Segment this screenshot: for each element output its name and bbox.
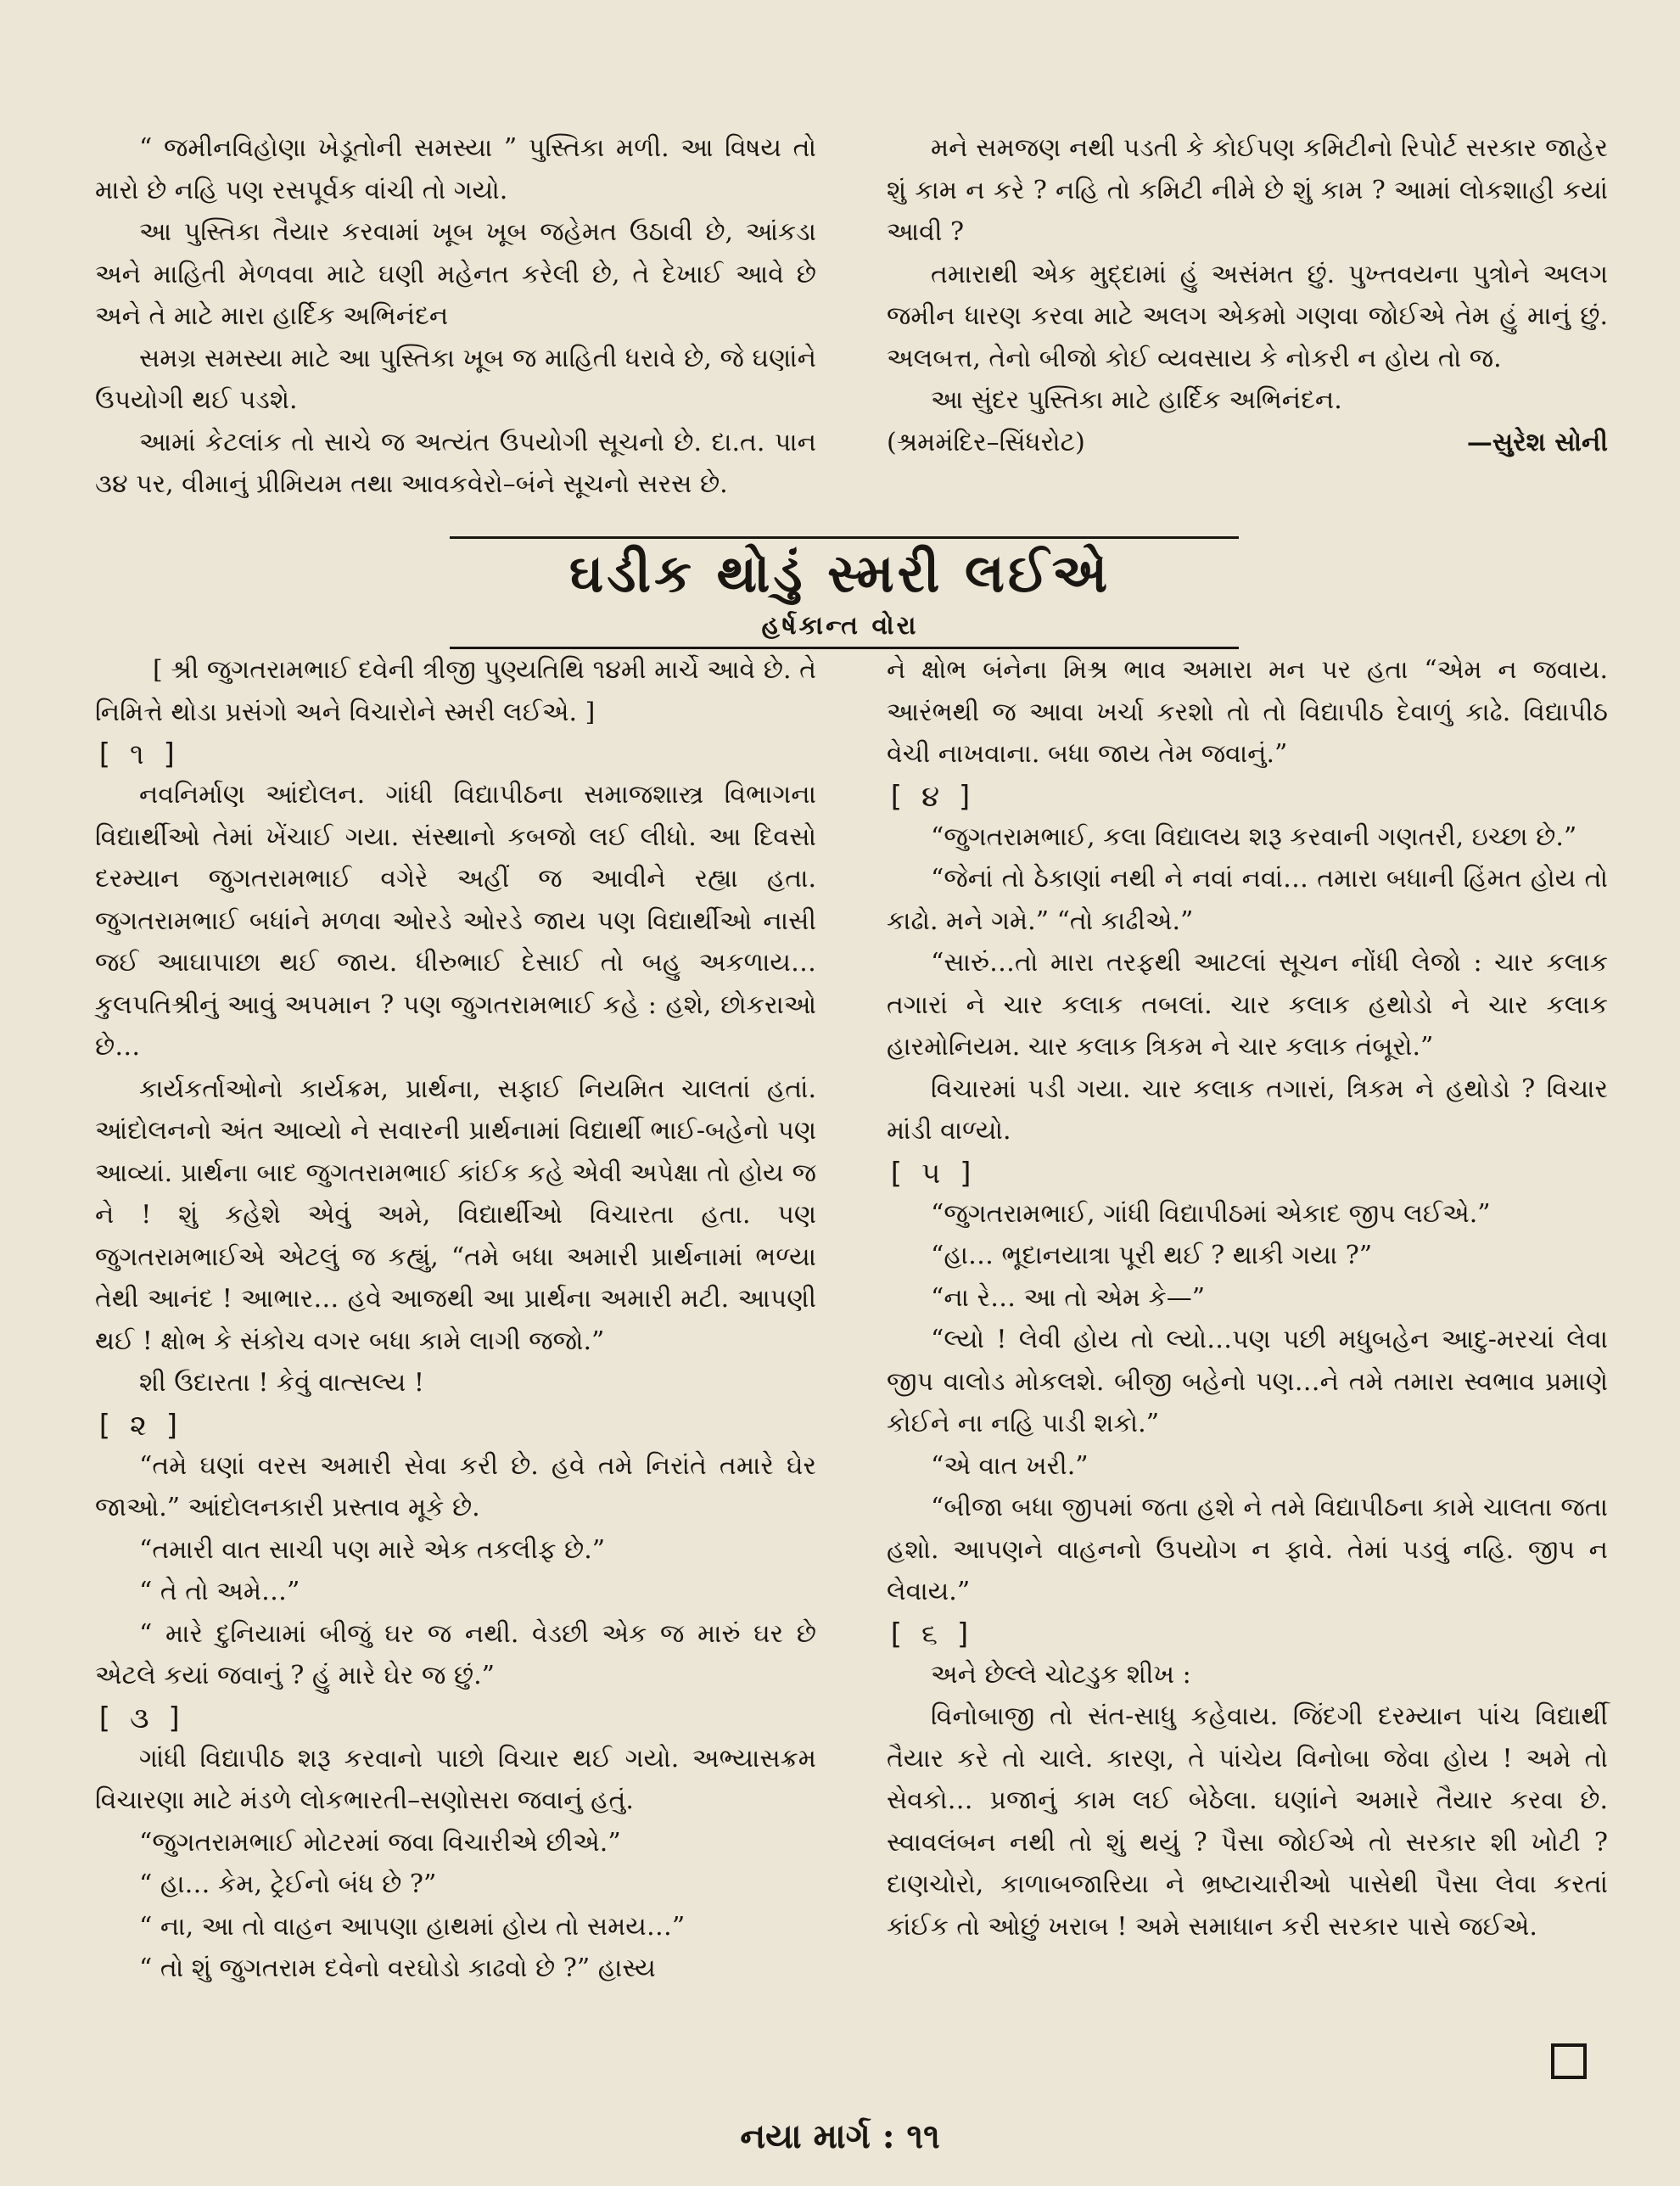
article-paragraph: વિચારમાં પડી ગયા. ચાર કલાક તગારાં, ત્રિકમ ને હથોડો ? વિચાર માંડી વાળ્યો. — [887, 1073, 1608, 1146]
end-mark — [1551, 2043, 1587, 2079]
section-marker: [ ૪ ] — [887, 779, 974, 814]
article-paragraph: “ ના, આ તો વાહન આપણા હાથમાં હોય તો સમય…” — [139, 1911, 686, 1942]
article-intro: [ શ્રી જુગતરામભાઈ દવેની ત્રીજી પુણ્યતિથિ ૧૪મી માર્ચે આવે છે. તે નિમિત્તે થોડા પ્રસંગો અને વિચારોને સ્મરી લઈએ. ] — [95, 655, 816, 727]
article-paragraph: નવનિર્માણ આંદોલન. ગાંધી વિદ્યાપીઠના સમાજશાસ્ત્ર વિભાગના વિદ્યાર્થીઓ તેમાં ખેંચાઈ ગયા. સંસ્થાનો કબજો લઈ લીધો. આ દિવસો દરમ્યાન જુગતરામભાઈ વગેરે અહીં જ આવીને રહ્યા હતા. જુગતરામભાઈ બધાંને મળવા ઓરડે ઓરડે જાય પણ વિદ્યાર્થીઓ નાસી જઈ આઘાપાછા થઈ જાય. ધીરુભાઈ દેસાઈ તો બહુ અકળાય… કુલપતિશ્રીનું આવું અપમાન ? પણ જુગતરામભાઈ કહે : હશે, છોકરાઓ છે… — [95, 780, 816, 1062]
letter-paragraph: આમાં કેટલાંક તો સાચે જ અત્યંત ઉપયોગી સૂચનો છે. દા.ત. પાન ૩૪ પર, વીમાનું પ્રીમિયમ તથા આવકવેરો–બંને સૂચનો સરસ છે. — [95, 427, 816, 499]
article-paragraph: અને છેલ્લે ચોટડુક શીખ : — [931, 1659, 1191, 1690]
letter-paragraph: સમગ્ર સમસ્યા માટે આ પુસ્તિકા ખૂબ જ માહિતી ધરાવે છે, જે ઘણાંને ઉપયોગી થઈ પડશે. — [95, 343, 816, 415]
article-paragraph: “જેનાં તો ઠેકાણાં નથી ને નવાં નવાં… તમારા બધાની હિંમત હોય તો કાઢો. મને ગમે.” “તો કાઢીએ.” — [887, 864, 1608, 936]
article-paragraph: “હા… ભૂદાનયાત્રા પૂરી થઈ ? થાકી ગયા ?” — [931, 1241, 1373, 1270]
page-footer: નયા માર્ગ : ૧૧ — [740, 2116, 940, 2156]
article-paragraph: “જુગતરામભાઈ, ગાંધી વિદ્યાપીઠમાં એકાદ જીપ લઈએ.” — [931, 1198, 1491, 1229]
article-title: ઘડીક થોડું સ્મરી લઈએ — [568, 542, 1112, 604]
section-marker: [ ૬ ] — [887, 1617, 972, 1651]
article-paragraph: ને ક્ષોભ બંનેના મિશ્ર ભાવ અમારા મન પર હતા “એમ ન જવાય. આરંભથી જ આવા ખર્ચા કરશો તો તો વિદ્યાપીઠ દેવાળું કાઢે. વિદ્યાપીઠ વેચી નાખવાના. બધા જાય તેમ જવાનું.” — [887, 655, 1608, 769]
article-paragraph: “બીજા બધા જીપમાં જતા હશે ને તમે વિદ્યાપીઠના કામે ચાલતા જતા હશો. આપણને વાહનનો ઉપયોગ ન ફાવે. તેમાં પડવું નહિ. જીપ ન લેવાય.” — [887, 1493, 1608, 1606]
letter-paragraph: તમારાથી એક મુદ્દામાં હું અસંમત છું. પુખ્તવયના પુત્રોને અલગ જમીન ધારણ કરવા માટે અલગ એકમો ગણવા જોઈએ તેમ હું માનું છું. અલબત્ત, તેનો બીજો કોઈ વ્યવસાય કે નોકરી ન હોય તો જ. — [887, 259, 1608, 373]
divider-rule — [450, 536, 1239, 539]
article-paragraph: શી ઉદારતા ! કેવું વાત્સલ્ય ! — [139, 1368, 424, 1398]
article-author: હર્ષકાન્ત વોરા — [761, 611, 919, 641]
article-paragraph: “ તે તો અમે…” — [139, 1577, 300, 1606]
article-paragraph: “સારું…તો મારા તરફથી આટલાં સૂચન નોંધી લેજો : ચાર કલાક તગારાં ને ચાર કલાક તબલાં. ચાર કલાક હથોડો ને ચાર કલાક હારમોનિયમ. ચાર કલાક ત્રિકમ ને ચાર કલાક તંબૂરો.” — [887, 948, 1608, 1062]
article-paragraph: કાર્યકર્તાઓનો કાર્યક્રમ, પ્રાર્થના, સફાઈ નિયમિત ચાલતાં હતાં. આંદોલનનો અંત આવ્યો ને સવારની પ્રાર્થનામાં વિદ્યાર્થી ભાઈ-બહેનો પણ આવ્યાં. પ્રાર્થના બાદ જુગતરામભાઈ કાંઈક કહે એવી અપેક્ષા તો હોય જ ને ! શું કહેશે એવું અમે, વિદ્યાર્થીઓ વિચારતા હતા. પણ જુગતરામભાઈએ એટલું જ કહ્યું, “તમે બધા અમારી પ્રાર્થનામાં ભળ્યા તેથી આનંદ ! આભાર… હવે આજથી આ પ્રાર્થના અમારી મટી. આપણી થઈ ! ક્ષોભ કે સંકોચ વગર બધા કામે લાગી જજો.” — [95, 1073, 816, 1356]
article-paragraph: વિનોબાજી તો સંત-સાધુ કહેવાય. જિંદગી દરમ્યાન પાંચ વિદ્યાર્થી તૈયાર કરે તો ચાલે. કારણ, તે પાંચેય વિનોબા જેવા હોય ! અમે તો સેવકો… પ્રજાનું કામ લઈ બેઠેલા. ઘણાંને અમારે તૈયાર કરવા છે. સ્વાવલંબન નથી તો શું થયું ? પૈસા જોઈએ તો સરકાર શી ખોટી ? દાણચોરો, કાળાબજારિયા ને ભ્રષ્ટાચારીઓ પાસેથી પૈસા લેવા કરતાં કાંઈક તો ઓછું ખરાબ ! અમે સમાધાન કરી સરકાર પાસે જઈએ. — [887, 1701, 1608, 1942]
article-paragraph: “તમારી વાત સાચી પણ મારે એક તકલીફ છે.” — [139, 1534, 606, 1565]
article-right-column — [887, 649, 1608, 1948]
section-marker: [ ૨ ] — [95, 1408, 182, 1443]
article-paragraph: ગાંધી વિદ્યાપીઠ શરૂ કરવાનો પાછો વિચાર થઈ ગયો. અભ્યાસક્રમ વિચારણા માટે મંડળે લોકભારતી–સણોસરા જવાનું હતું. — [95, 1743, 816, 1815]
letter-left-column — [95, 127, 816, 506]
letter-paragraph: આ સુંદર પુસ્તિકા માટે હાર્દિક અભિનંદન. — [931, 385, 1342, 415]
article-paragraph: “ મારે દુનિયામાં બીજું ઘર જ નથી. વેડછી એક જ મારું ઘર છે એટલે કયાં જવાનું ? હું મારે ઘેર જ છું.” — [95, 1618, 816, 1690]
letter-paragraph: આ પુસ્તિકા તૈયાર કરવામાં ખૂબ ખૂબ જહેમત ઉઠાવી છે, આંકડા અને માહિતી મેળવવા માટે ઘણી મહેનત કરેલી છે, તે દેખાઈ આવે છે અને તે માટે મારા હાર્દિક અભિનંદન — [95, 217, 816, 331]
letter-paragraph: મને સમજણ નથી પડતી કે કોઈપણ કમિટીનો રિપોર્ટ સરકાર જાહેર શું કામ ન કરે ? નહિ તો કમિટી નીમે છે શું કામ ? આમાં લોકશાહી કયાં આવી ? — [887, 133, 1608, 247]
article-paragraph: “લ્યો ! લેવી હોય તો લ્યો…પણ પછી મધુબહેન આદુ-મરચાં લેવા જીપ વાલોડ મોકલશે. બીજી બહેનો પણ…ને તમે તમારા સ્વભાવ પ્રમાણે કોઈને ના નહિ પાડી શકો.” — [887, 1325, 1608, 1438]
article-paragraph: “તમે ઘણાં વરસ અમારી સેવા કરી છે. હવે તમે નિરાંતે તમારે ઘેર જાઓ.” આંદોલનકારી પ્રસ્તાવ મૂકે છે. — [95, 1450, 816, 1522]
section-marker: [ ૩ ] — [95, 1701, 184, 1735]
article-paragraph: “ના રે… આ તો એમ કે—” — [931, 1282, 1206, 1313]
article-paragraph: “ તો શું જુગતરામ દવેનો વરઘોડો કાઢવો છે ?” હાસ્ય — [139, 1953, 656, 1983]
place-note: (શ્રમમંદિર–સિંધરોટ) — [887, 427, 1085, 457]
article-paragraph: “એ વાત ખરી.” — [931, 1450, 1089, 1481]
signature: —સુરેશ સોની — [1466, 427, 1608, 457]
section-marker: [ ૧ ] — [95, 737, 179, 771]
letter-right-column — [887, 127, 1608, 463]
letter-paragraph: “ જમીનવિહોણા ખેડૂતોની સમસ્યા ” પુસ્તિકા મળી. આ વિષય તો મારો છે નહિ પણ રસપૂર્વક વાંચી તો ગયો. — [95, 133, 816, 205]
article-left-column — [95, 649, 816, 1990]
section-marker: [ ૫ ] — [887, 1156, 976, 1191]
article-paragraph: “ હા… કેમ, ટ્રેઈનો બંધ છે ?” — [139, 1869, 437, 1899]
article-paragraph: “જુગતરામભાઈ, કલા વિદ્યાલય શરૂ કરવાની ગણતરી, ઇચ્છા છે.” — [931, 821, 1577, 852]
article-paragraph: “જુગતરામભાઈ મોટરમાં જવા વિચારીએ છીએ.” — [139, 1827, 621, 1858]
signature-row — [887, 422, 1608, 464]
